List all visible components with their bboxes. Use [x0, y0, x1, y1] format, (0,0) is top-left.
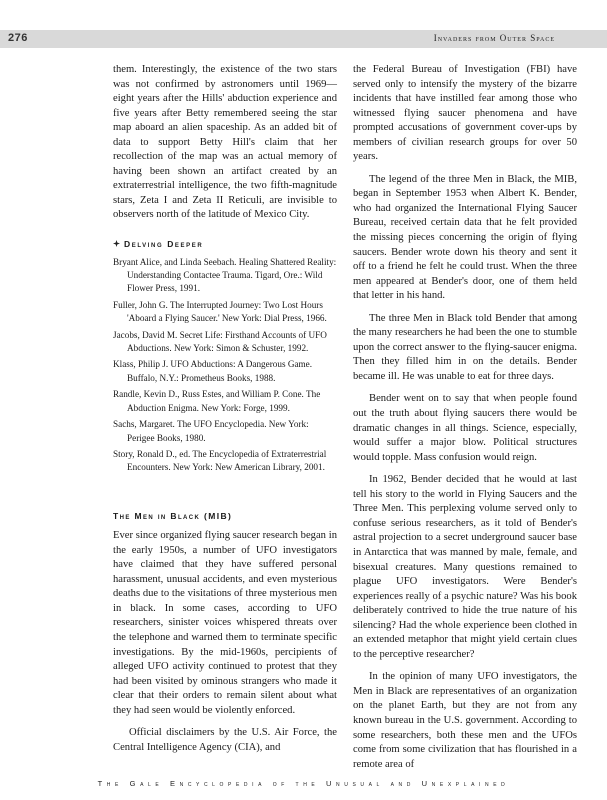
men-in-black-paragraph: Official disclaimers by the U.S. Air Force, the Central Intelligence Agency (CIA), and [113, 727, 337, 753]
reference-item: Randle, Kevin D., Russ Estes, and William P. Cone. The Abduction Enigma. New York: Forge, 1999. [113, 389, 321, 413]
body-paragraph: Bender went on to say that when people found out the truth about flying saucers there would be dramatic changes in all things. Science, especially, would suffer a major blow. Political structures would topple. Mass confusion would reign. [353, 393, 577, 463]
left-column [113, 63, 337, 755]
running-head: Invaders from Outer Space [433, 33, 555, 43]
reference-item: Fuller, John G. The Interrupted Journey: Two Lost Hours 'Aboard a Flying Saucer.' New York: Dial Press, 1966. [113, 299, 327, 323]
reference-item: Klass, Philip J. UFO Abductions: A Dangerous Game. Buffalo, N.Y.: Prometheus Books, 1988. [113, 359, 313, 383]
diamond-bullet-icon [113, 240, 120, 247]
body-paragraph: The three Men in Black told Bender that among the many researchers he had been the one to stumble upon the correct answer to the flying-saucer enigma. Then they filled him in on the details. Bender became ill. He was unable to eat for three days. [353, 312, 577, 382]
intro-paragraph: them. Interestingly, the existence of the two stars was not confirmed by astronomers until 1969—eight years after the Hills' abduction experience and five years after Betty remembered seeing the star map aboard an alien spaceship. As an added bit of data to support Betty Hill's claim that her recollection of the map was an actual memory of having been shown an artifact created by an extraterrestrial intelligence, the two fifth-magnitude stars, Zeta I and Zeta II Reticuli, are invisible to observers north of the latitude of Mexico City. [113, 64, 337, 221]
reference-item: Jacobs, David M. Secret Life: Firsthand Accounts of UFO Abductions. New York: Simon & Schuster, 1992. [113, 329, 327, 353]
delving-deeper-label: Delving Deeper [124, 239, 204, 250]
body-paragraph: In the opinion of many UFO investigators, the Men in Black are representatives of an organization on the planet Earth, but they are not from any known bureau in the U.S. government. According to some researchers, both these men and the UFOs come from some civilization that has flourished in a remote area of [353, 671, 577, 770]
body-paragraph: In 1962, Bender decided that he would at last tell his story to the world in Flying Saucers and the Three Men. This perplexing volume served only to confuse serious researchers, as it told of Bender's astral projection to a secret underground saucer base in Antarctica that was manned by male, female, and bisexual creatures. Many questions remained to plague UFO investigators. Were Bender's experiences really of a psychic nature? Was his book deliberately contrived to hide the true nature of his silencing? Had the whole experience been clothed in an extended metaphor that might yield certain clues to the perceptive researcher? [353, 474, 577, 660]
men-in-black-paragraph: Ever since organized flying saucer research began in the early 1950s, a number of UFO investigators have claimed that they have suffered personal harassment, unusual accidents, and even mysterious deaths due to the visitations of three mysterious men in black. In some cases, according to UFO researchers, sinister voices whispered threats over the telephone and warned them to terminate specific investigations. By the mid-1960s, percipients of alleged UFO activity continued to protest that they had been visited by ominous strangers who made it clear that their orders to remain silent about what they had seen would be violently enforced. [113, 530, 337, 716]
men-in-black-heading: The Men in Black (MIB) [113, 510, 233, 521]
body-paragraph: the Federal Bureau of Investigation (FBI) have served only to intensify the mystery of the bizarre incidents that have instilled fear among those who witnessed flying saucer phenomena and have prompted accusations of government cover-ups by members of civilian research groups for over 50 years. [353, 64, 577, 163]
reference-item: Bryant Alice, and Linda Seebach. Healing Shattered Reality: Understanding Contactee Trauma. Tigard, Ore.: Wild Flower Press, 1991. [113, 256, 337, 293]
page-number: 276 [8, 32, 28, 44]
body-paragraph: The legend of the three Men in Black, the MIB, began in September 1953 when Albert K. Bender, who had organized the International Flying Saucer Bureau, received certain data that he felt provided the missing pieces concerning the origin of flying saucers. Bender wrote down his theory and sent it off to a friend he felt he could trust. When the three men appeared at Bender's door, one of them held that letter in his hand. [353, 173, 577, 302]
right-column [353, 63, 577, 772]
reference-list [113, 256, 337, 475]
reference-item: Sachs, Margaret. The UFO Encyclopedia. New York: Perigee Books, 1980. [113, 419, 309, 443]
delving-deeper-heading [113, 237, 337, 252]
footer-title: The Gale Encyclopedia of the Unusual and Unexplained [97, 779, 510, 788]
reference-item: Story, Ronald D., ed. The Encyclopedia of Extraterrestrial Encounters. New York: New American Library, 2001. [113, 449, 327, 473]
